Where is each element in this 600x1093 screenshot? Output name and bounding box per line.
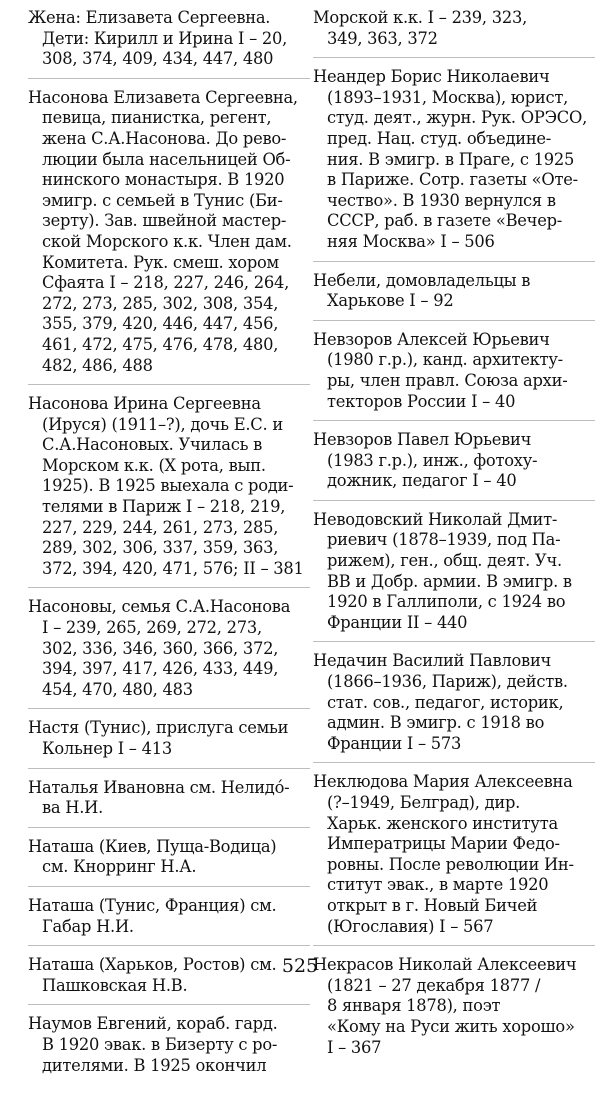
entry-text-line: (1866–1936, Париж), действ.: [327, 672, 568, 692]
entry-text-line: СССР, раб. в газете «Вечер-: [327, 211, 563, 231]
entry-text-line: (?–1949, Белград), дир.: [327, 793, 521, 812]
entry-heading-line: Насоновы, семья С.А.Насонова: [28, 597, 291, 617]
entry-heading-line: Наумов Евгений, кораб. гард.: [28, 1014, 278, 1034]
entry-text-line: Габар Н.И.: [42, 916, 134, 936]
entry-heading-line: Неандер Борис Николаевич: [313, 67, 550, 87]
entry-text-line: 454, 470, 480, 483: [42, 679, 193, 699]
entry-text-line: стат. сов., педагог, историк,: [327, 692, 564, 712]
entry-text-line: Императрицы Марии Федо-: [327, 834, 560, 854]
entry-text-line: чество». В 1930 вернулся в: [327, 190, 556, 210]
entry-text-line: В 1920 эвак. в Бизерту с ро-: [42, 1034, 278, 1054]
entry-text-line: админ. В эмигр. с 1918 во: [327, 713, 545, 733]
entry-text-line: 349, 363, 372: [327, 28, 438, 48]
entry-text-line: телями в Париж I – 218, 219,: [42, 497, 286, 517]
entry-text-line: жена С.А.Насонова. До рево-: [42, 128, 287, 148]
entry-heading-line: Неводовский Николай Дмит-: [313, 509, 558, 529]
entry-text-line: 355, 379, 420, 446, 447, 456,: [42, 314, 279, 334]
entry-text-line: ровны. После революции Ин-: [327, 854, 574, 874]
entry-text-line: открыт в г. Новый Бичей: [327, 895, 538, 915]
entry-text-line: 394, 397, 417, 426, 433, 449,: [42, 659, 279, 679]
entry-text-line: 227, 229, 244, 261, 273, 285,: [42, 517, 279, 537]
index-entry: [313, 651, 595, 763]
index-entry: [28, 896, 310, 946]
entry-heading-line: Насонова Елизавета Сергеевна,: [28, 87, 298, 107]
entry-text-line: 461, 472, 475, 476, 478, 480,: [42, 334, 279, 354]
entry-text-line: текторов России I – 40: [327, 391, 516, 411]
index-entry: [28, 8, 310, 79]
entry-heading-line: Настя (Тунис), прислуга семьи: [28, 718, 289, 738]
entry-text-line: риевич (1878–1939, под Па-: [327, 530, 561, 550]
entry-text-line: студ. деят., журн. Рук. ОРЭСО,: [327, 108, 588, 128]
entry-text-line: в Париже. Сотр. газеты «Оте-: [327, 170, 578, 190]
entry-text-line: Франции II – 440: [327, 612, 468, 632]
index-entry: [28, 778, 310, 828]
entry-text-line: С.А.Насоновых. Училась в: [42, 435, 263, 455]
entry-text-line: пред. Нац. студ. объедине-: [327, 128, 552, 148]
entry-text-line: нинского монастыря. В 1920: [42, 170, 285, 190]
entry-text-line: I – 239, 265, 269, 272, 273,: [42, 618, 262, 638]
entry-text-line: Комитета. Рук. смеш. хором: [42, 252, 279, 272]
entry-text-line: Дети: Кирилл и Ирина I – 20,: [42, 28, 288, 48]
entry-text-line: зерту). Зав. швейной мастер-: [42, 211, 287, 231]
entry-heading-line: Некрасов Николай Алексеевич: [313, 955, 577, 975]
entry-text-line: Харькове I – 92: [327, 291, 454, 311]
index-entry: [28, 1014, 310, 1084]
page-number: 525: [281, 955, 319, 977]
entry-heading-line: Небели, домовладельцы в: [313, 270, 531, 290]
entry-text-line: 1925). В 1925 выехала с роди-: [42, 476, 294, 496]
entry-text-line: ВВ и Добр. армии. В эмигр. в: [327, 571, 572, 591]
entry-text-line: 308, 374, 409, 434, 447, 480: [42, 49, 274, 69]
entry-text-line: (1821 – 27 декабря 1877 /: [327, 975, 541, 995]
index-entry: [313, 430, 595, 501]
entry-heading-line: Жена: Елизавета Сергеевна.: [28, 8, 271, 27]
index-entry: [28, 597, 310, 709]
entry-text-line: ры, член правл. Союза архи-: [327, 370, 568, 390]
entry-text-line: 482, 486, 488: [42, 355, 153, 375]
entry-text-line: (Югославия) I – 567: [327, 916, 494, 936]
index-entry: [313, 510, 595, 643]
entry-text-line: Кольнер I – 413: [42, 739, 172, 758]
entry-text-line: эмигр. с семьей в Тунис (Би-: [42, 190, 283, 210]
left-column: [28, 8, 310, 1093]
index-entry: [28, 394, 310, 588]
entry-text-line: 372, 394, 420, 471, 576; II – 381: [42, 558, 304, 578]
entry-text-line: «Кому на Руси жить хорошо»: [327, 1016, 575, 1036]
index-entry: [313, 330, 595, 421]
entry-text-line: Харьк. женского института: [327, 813, 558, 833]
entry-heading-line: Невзоров Алексей Юрьевич: [313, 329, 550, 349]
entry-text-line: I – 367: [327, 1037, 382, 1057]
entry-text-line: см. Кнорринг Н.А.: [42, 857, 197, 877]
entry-text-line: Морском к.к. (X рота, вып.: [42, 455, 266, 475]
right-column: [313, 8, 595, 1075]
entry-text-line: дожник, педагог I – 40: [327, 471, 517, 491]
entry-text-line: ститут эвак., в марте 1920: [327, 875, 549, 895]
index-entry: [28, 88, 310, 385]
entry-text-line: (1983 г.р.), инж., фотоху-: [327, 450, 538, 470]
entry-text-line: (1893–1931, Москва), юрист,: [327, 87, 569, 107]
entry-text-line: ской Морского к.к. Член дам.: [42, 231, 292, 251]
entry-heading-line: Невзоров Павел Юрьевич: [313, 430, 532, 450]
entry-heading-line: Неклюдова Мария Алексеевна: [313, 772, 573, 792]
entry-heading-line: Недачин Василий Павлович: [313, 651, 552, 671]
entry-text-line: (1980 г.р.), канд. архитекту-: [327, 350, 563, 370]
entry-text-line: певица, пианистка, регент,: [42, 108, 272, 128]
entry-text-line: дителями. В 1925 окончил: [42, 1055, 267, 1075]
entry-text-line: Франции I – 573: [327, 733, 462, 753]
entry-text-line: 1920 в Галлиполи, с 1924 во: [327, 592, 566, 612]
entry-text-line: ва Н.И.: [42, 798, 104, 818]
index-entry: [313, 772, 595, 946]
entry-heading-line: Наташа (Тунис, Франция) см.: [28, 895, 277, 915]
index-entry: [313, 67, 595, 261]
index-entry: [313, 8, 595, 58]
entry-text-line: няя Москва» I – 506: [327, 231, 495, 251]
index-entry: [28, 837, 310, 887]
entry-text-line: 272, 273, 285, 302, 308, 354,: [42, 293, 279, 313]
entry-heading-line: Наташа (Киев, Пуща-Водица): [28, 836, 277, 856]
entry-heading-line: Насонова Ирина Сергеевна: [28, 394, 261, 414]
entry-heading-line: Наталья Ивановна см. Нелидо́-: [28, 777, 290, 797]
entry-heading-line: Наташа (Харьков, Ростов) см.: [28, 955, 277, 975]
index-entry: [313, 271, 595, 321]
entry-text-line: Пашковская Н.В.: [42, 975, 188, 995]
entry-text-line: ния. В эмигр. в Праге, с 1925: [327, 149, 575, 169]
entry-text-line: Сфаята I – 218, 227, 246, 264,: [42, 273, 290, 293]
entry-text-line: 302, 336, 346, 360, 366, 372,: [42, 638, 279, 658]
entry-heading-line: Морской к.к. I – 239, 323,: [313, 8, 527, 27]
index-entry: [28, 718, 310, 768]
entry-text-line: (Ируся) (1911–?), дочь Е.С. и: [42, 414, 283, 434]
entry-text-line: люции была насельницей Об-: [42, 149, 291, 169]
entry-text-line: рижем), ген., общ. деят. Уч.: [327, 551, 562, 571]
entry-text-line: 289, 302, 306, 337, 359, 363,: [42, 538, 279, 558]
entry-text-line: 8 января 1878), поэт: [327, 996, 501, 1016]
